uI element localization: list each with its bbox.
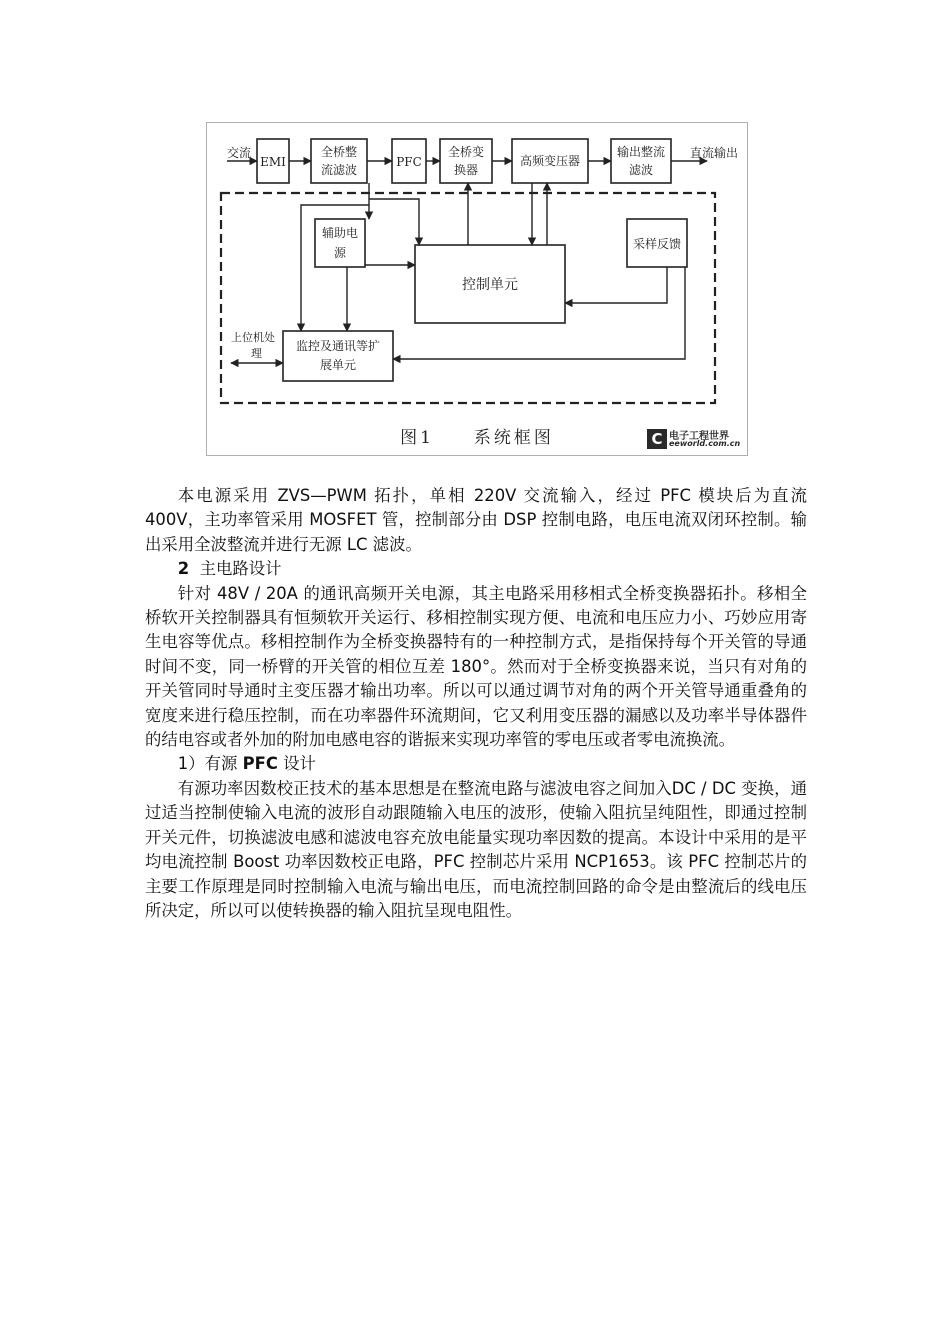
svg-text:高频变压器: 高频变压器	[519, 154, 581, 168]
eeworld-logo	[647, 427, 739, 453]
svg-text:控制单元: 控制单元	[462, 277, 518, 293]
host-label-line1: 上位机处	[231, 331, 275, 344]
ac-input-label: 交流	[227, 146, 252, 160]
monitor-comm-block	[283, 331, 393, 381]
svg-text:采样反馈: 采样反馈	[632, 237, 682, 251]
svg-text:流滤波: 流滤波	[320, 163, 358, 177]
dc-output-label: 直流输出	[690, 146, 739, 160]
svg-text:全桥变: 全桥变	[447, 145, 485, 159]
emi-block	[257, 139, 289, 183]
section-heading-main-circuit: 2 主电路设计	[177, 559, 282, 579]
svg-text:辅助电: 辅助电	[321, 226, 359, 240]
svg-text:PFC: PFC	[396, 155, 422, 169]
figure-number: 图1	[400, 428, 434, 448]
svg-text:展单元: 展单元	[319, 358, 357, 372]
paragraph-phase-shift: 针对 48V / 20A 的通讯高频开关电源，其主电路采用移相式全桥变换器拓扑。移相全桥软开关控制器具有恒频软开关运行、移相控制实现方便、电流和电压应力小、巧妙应用寄生电容等优点。移相控制作为全桥变换器特有的一种控制方式，是指保持每个开关管的导通时间不变，同一桥臂的开关管的相位互差 180°。然而对于全桥变换器来说，当只有对角的开关管同时导通时主变压器才输出功率。所以可以通过调节对角的两个开关管导通重叠角的宽度来进行稳压控制，而在功率器件环流期间，它又利用变压器的漏感以及功率半导体器件的结电容或者外加的附加电感电容的谐振来实现功率管的零电压或者零电流换流。	[145, 583, 807, 750]
full-bridge-converter-block	[440, 139, 492, 183]
hf-transformer-block	[512, 139, 588, 183]
article-body	[145, 484, 807, 923]
svg-text:换器: 换器	[453, 163, 479, 177]
svg-text:源: 源	[333, 246, 347, 260]
svg-text:输出整流: 输出整流	[616, 145, 666, 159]
block-diagram	[207, 123, 749, 457]
emi-label: EMI	[260, 155, 286, 169]
svg-text:全桥整: 全桥整	[320, 145, 358, 159]
aux-power-block	[315, 219, 365, 267]
paragraph-intro: 本电源采用 ZVS—PWM 拓扑，单相 220V 交流输入，经过 PFC 模块后为直流 400V，主功率管采用 MOSFET 管，控制部分由 DSP 控制电路，电压电流双闭环控制。输出采用全波整流并进行无源 LC 滤波。	[145, 486, 807, 554]
logo-name: 电子工程世界	[669, 431, 729, 442]
svg-text:滤波: 滤波	[628, 163, 654, 177]
logo-url: eeworld.com.cn	[669, 439, 741, 448]
sampling-feedback-block	[627, 219, 687, 267]
subsection-heading-active-pfc: 1）有源 PFC 设计	[177, 754, 316, 774]
control-unit-block	[415, 245, 565, 323]
svg-text:监控及通讯等扩: 监控及通讯等扩	[295, 339, 381, 353]
host-label-line2: 理	[251, 347, 262, 360]
output-rectifier-filter-block	[611, 139, 671, 183]
figure-title: 系统框图	[473, 428, 554, 448]
pfc-block	[392, 139, 426, 183]
rectifier-filter-block	[311, 139, 367, 183]
system-block-diagram-figure	[206, 122, 748, 456]
paragraph-active-pfc: 有源功率因数校正技术的基本思想是在整流电路与滤波电容之间加入DC / DC 变换，通过适当控制使输入电流的波形自动跟随输入电压的波形，使输入阻抗呈纯阻性，即通过控制开关元件，切换滤波电感和滤波电容充放电能量实现功率因数的提高。本设计中采用的是平均电流控制 Boost 功率因数校正电路，PFC 控制芯片采用 NCP1653。该 PFC 控制芯片的主要工作原理是同时控制输入电流与输出电压，而电流控制回路的命令是由整流后的线电压所决定，所以可以使转换器的输入阻抗呈现电阻性。	[145, 778, 807, 920]
eeworld-c-icon: C	[647, 429, 667, 449]
